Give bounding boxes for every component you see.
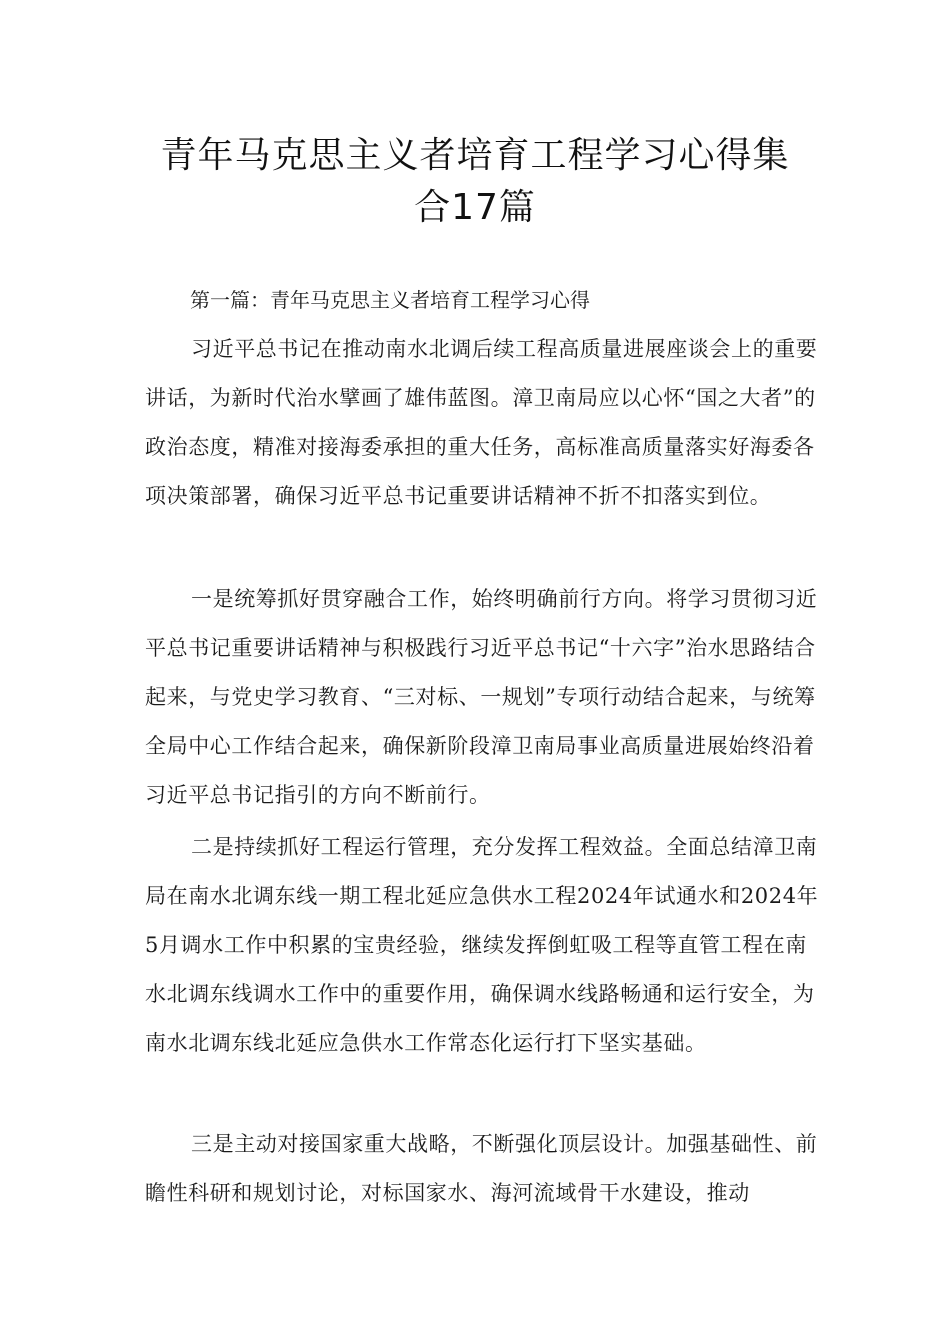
- document-title-line1: 青年马克思主义者培育工程学习心得集: [160, 135, 790, 176]
- section-subheading: 第一篇：青年马克思主义者培育工程学习心得: [190, 288, 590, 312]
- paragraph-point-three: 三是主动对接国家重大战略，不断强化顶层设计。加强基础性、前瞻性科研和规划讨论，对标国家水、海河流域骨干水建设，推动: [145, 1132, 818, 1205]
- paragraph-intro: 习近平总书记在推动南水北调后续工程高质量进展座谈会上的重要讲话，为新时代治水擘画了雄伟蓝图。漳卫南局应以心怀“国之大者”的政治态度，精准对接海委承担的重大任务，高标准高质量落实好海委各项决策部署，确保习近平总书记重要讲话精神不折不扣落实到位。: [145, 337, 818, 508]
- paragraph-point-two: 二是持续抓好工程运行管理，充分发挥工程效益。全面总结漳卫南局在南水北调东线一期工程北延应急供水工程2024年试通水和2024年5月调水工作中积累的宝贵经验，继续发挥倒虹吸工程等直管工程在南水北调东线调水工作中的重要作用，确保调水线路畅通和运行安全，为南水北调东线北延应急供水工作常态化运行打下坚实基础。: [145, 835, 819, 1055]
- paragraph-point-one: 一是统筹抓好贯穿融合工作，始终明确前行方向。将学习贯彻习近平总书记重要讲话精神与积极践行习近平总书记“十六字”治水思路结合起来，与党史学习教育、“三对标、一规划”专项行动结合起来，与统筹全局中心工作结合起来，确保新阶段漳卫南局事业高质量进展始终沿着习近平总书记指引的方向不断前行。: [145, 587, 818, 807]
- document-title-line2: 合17篇: [414, 187, 536, 228]
